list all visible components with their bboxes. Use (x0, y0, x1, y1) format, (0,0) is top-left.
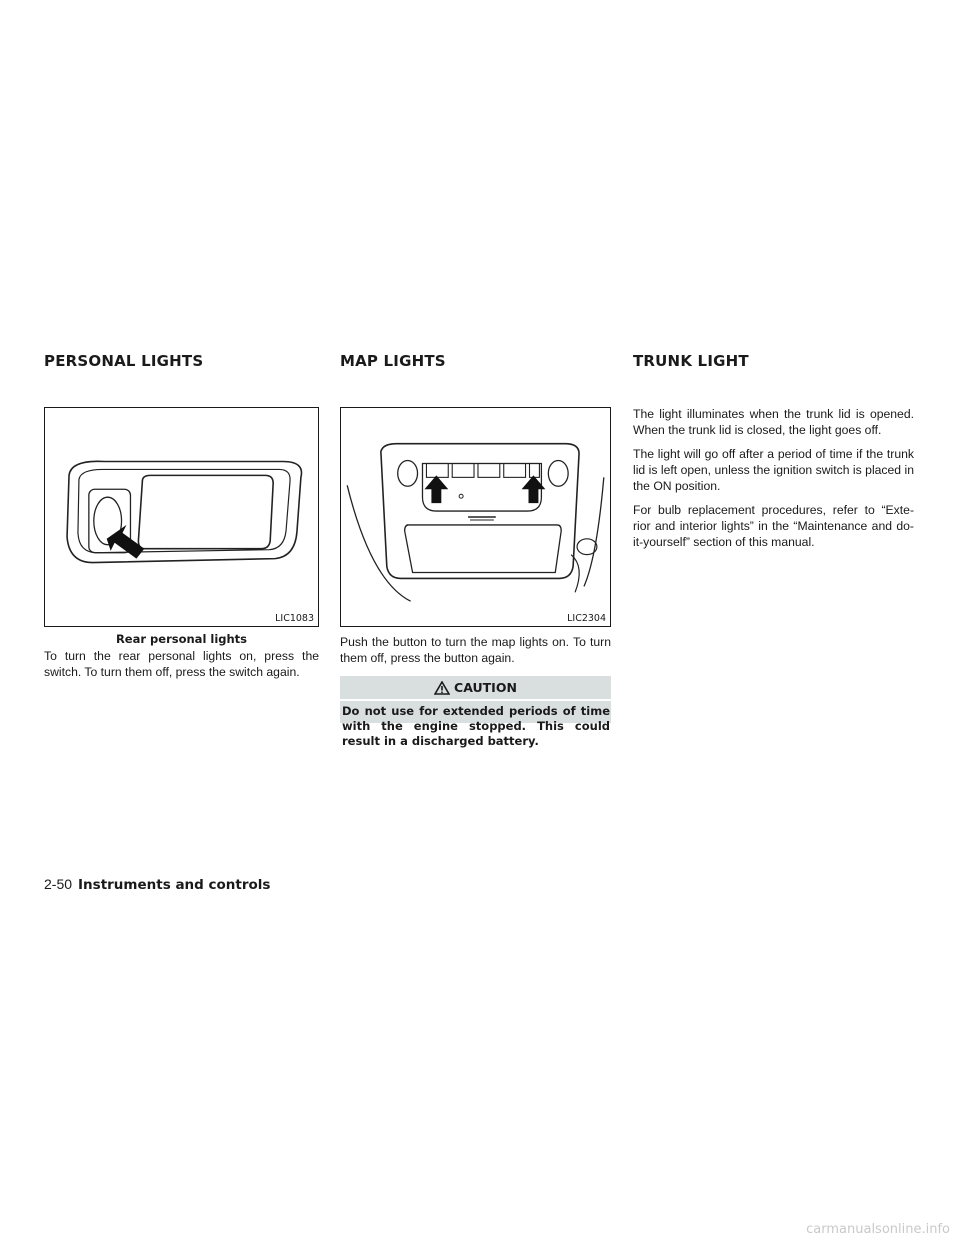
caution-divider (340, 699, 611, 701)
trunk-light-text-2: The light will go off after a period of time if the trunk lid is left open, unless the ignition switch is placed in the ON position. (633, 447, 914, 493)
caution-text: Do not use for extended periods of time with the engine stopped. This could result in a discharged battery. (342, 704, 610, 748)
page-number: 2-50 (44, 876, 73, 892)
trunk-light-heading: TRUNK LIGHT (633, 352, 749, 370)
map-lights-text: Push the button to turn the map lights on. To turn them off, press the button again. (340, 635, 611, 665)
footer-section-title: Instruments and controls (78, 877, 271, 893)
trunk-light-text-3: For bulb replacement procedures, refer to “Exte- rior and interior lights” in the “Maintenance and do-it-yourself” section of this manual. (633, 503, 914, 549)
caution-title: CAUTION (454, 680, 517, 695)
personal-light-illustration (45, 408, 318, 626)
map-lights-heading: MAP LIGHTS (340, 352, 446, 370)
map-light-illustration (341, 408, 610, 626)
map-lights-figure (340, 407, 611, 627)
page-footer (44, 876, 270, 893)
arrow-icon (424, 475, 448, 503)
figure-code: LIC1083 (275, 613, 314, 624)
watermark: carmanualsonline.info (806, 1222, 950, 1237)
warning-triangle-icon (434, 681, 450, 695)
personal-lights-heading: PERSONAL LIGHTS (44, 352, 204, 370)
figure-caption: Rear personal lights (115, 632, 248, 646)
figure-code: LIC2304 (567, 613, 606, 624)
personal-lights-text: To turn the rear personal lights on, press the switch. To turn them off, press the switch again. (44, 649, 319, 679)
trunk-light-text-1: The light illuminates when the trunk lid is opened. When the trunk lid is closed, the light goes off. (633, 407, 914, 437)
rear-personal-lights-figure (44, 407, 319, 627)
caution-header (340, 676, 611, 699)
